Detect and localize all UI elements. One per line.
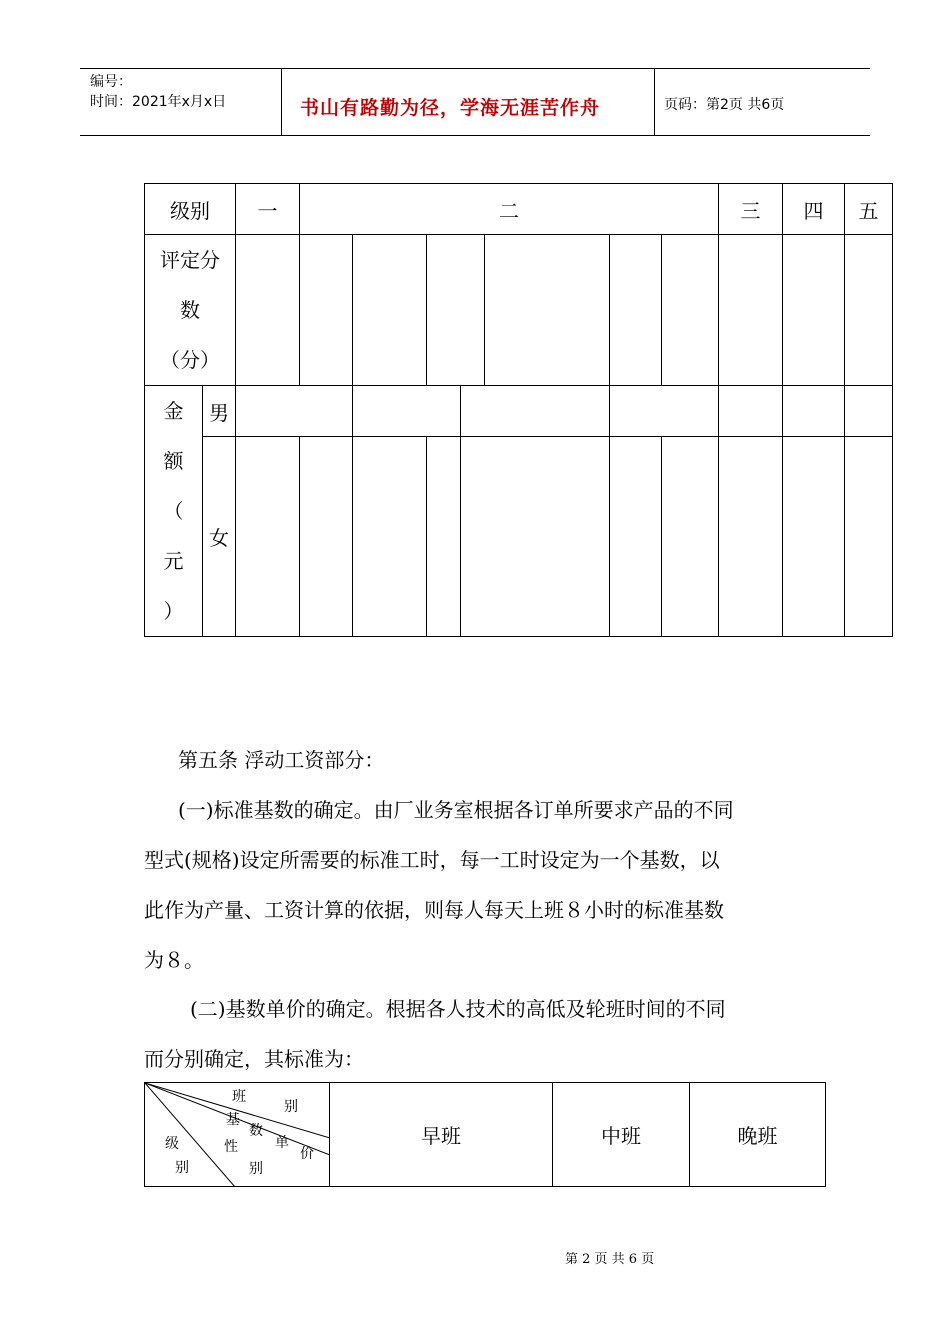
para2-line: 而分别确定，其标准为： xyxy=(144,1047,364,1071)
diag-char: 别 xyxy=(175,1160,189,1176)
para2-line: (二)基数单价的确定。根据各人技术的高低及轮班时间的不同 xyxy=(190,997,726,1021)
shift-night: 晚班 xyxy=(690,1083,826,1187)
page-footer: 第 2 页 共 6 页 xyxy=(565,1252,655,1267)
male-label: 男 xyxy=(203,386,236,437)
table-cell xyxy=(719,235,783,386)
level-header: 级别 xyxy=(145,184,236,235)
table-cell xyxy=(236,235,300,386)
diag-char: 基 xyxy=(226,1112,240,1128)
diag-char: 级 xyxy=(165,1136,179,1152)
para1-line: 型式(规格)设定所需要的标准工时，每一工时设定为一个基数，以 xyxy=(144,848,720,872)
level-1: 一 xyxy=(236,184,300,235)
score-label-line: （分） xyxy=(160,348,220,372)
header-motto: 书山有路勤为径，学海无涯苦作舟 xyxy=(300,97,601,119)
table-cell xyxy=(353,437,427,637)
amount-label-line: ） xyxy=(163,599,184,623)
amount-label-line: 额 xyxy=(163,449,184,473)
header-divider-left xyxy=(281,68,282,136)
level-4: 四 xyxy=(783,184,845,235)
table-cell xyxy=(845,386,893,437)
score-label-line: 数 xyxy=(180,298,200,322)
table-cell xyxy=(427,235,485,386)
table-cell xyxy=(783,386,845,437)
header-divider-right xyxy=(654,68,655,136)
score-label xyxy=(145,235,236,386)
table-cell xyxy=(485,235,610,386)
diag-char: 单 xyxy=(275,1135,289,1151)
para1-line: 为８。 xyxy=(144,948,204,972)
para1-line: (一)标准基数的确定。由厂业务室根据各订单所要求产品的不同 xyxy=(178,798,734,822)
header-top-rule xyxy=(80,68,870,69)
table-cell xyxy=(461,386,610,437)
article-title: 第五条 浮动工资部分： xyxy=(178,748,385,772)
table-cell xyxy=(845,437,893,637)
diag-char: 价 xyxy=(300,1146,314,1162)
level-5: 五 xyxy=(845,184,893,235)
shift-middle: 中班 xyxy=(553,1083,690,1187)
table-cell xyxy=(783,437,845,637)
table-cell xyxy=(610,437,662,637)
diag-char: 数 xyxy=(249,1123,263,1139)
table-cell xyxy=(353,386,461,437)
header-number-label: 编号： xyxy=(90,74,132,90)
diag-char: 别 xyxy=(284,1099,298,1115)
header-time-label: 时间：2021年x月x日 xyxy=(90,94,227,110)
table-cell xyxy=(610,235,662,386)
diag-char: 性 xyxy=(224,1139,238,1155)
amount-label-line: （ xyxy=(163,499,184,523)
table-cell xyxy=(719,437,783,637)
amount-label xyxy=(145,386,203,637)
level-3: 三 xyxy=(719,184,783,235)
diag-char: 别 xyxy=(249,1161,263,1177)
female-label: 女 xyxy=(203,437,236,637)
table-cell xyxy=(236,386,353,437)
table-cell xyxy=(236,437,300,637)
score-label-line: 评定分 xyxy=(160,248,220,272)
shift-early: 早班 xyxy=(330,1083,553,1187)
level-2: 二 xyxy=(300,184,719,235)
table-cell xyxy=(300,235,353,386)
table-cell xyxy=(610,386,719,437)
table-cell xyxy=(783,235,845,386)
table-cell xyxy=(662,235,719,386)
table-cell xyxy=(662,437,719,637)
table-cell xyxy=(427,437,461,637)
diagonal-header-cell xyxy=(145,1083,330,1187)
table-cell xyxy=(300,437,353,637)
table-cell xyxy=(353,235,427,386)
table-cell xyxy=(719,386,783,437)
table-cell xyxy=(461,437,610,637)
grade-table xyxy=(144,183,893,637)
amount-label-line: 元 xyxy=(163,549,184,573)
diag-char: 班 xyxy=(232,1089,246,1105)
header-page-label: 页码：第2页 共6页 xyxy=(664,97,785,113)
para1-line: 此作为产量、工资计算的依据，则每人每天上班８小时的标准基数 xyxy=(144,898,724,922)
header-bottom-rule xyxy=(80,135,870,136)
table-cell xyxy=(845,235,893,386)
unit-price-table xyxy=(144,1082,826,1187)
amount-label-line: 金 xyxy=(163,399,184,423)
